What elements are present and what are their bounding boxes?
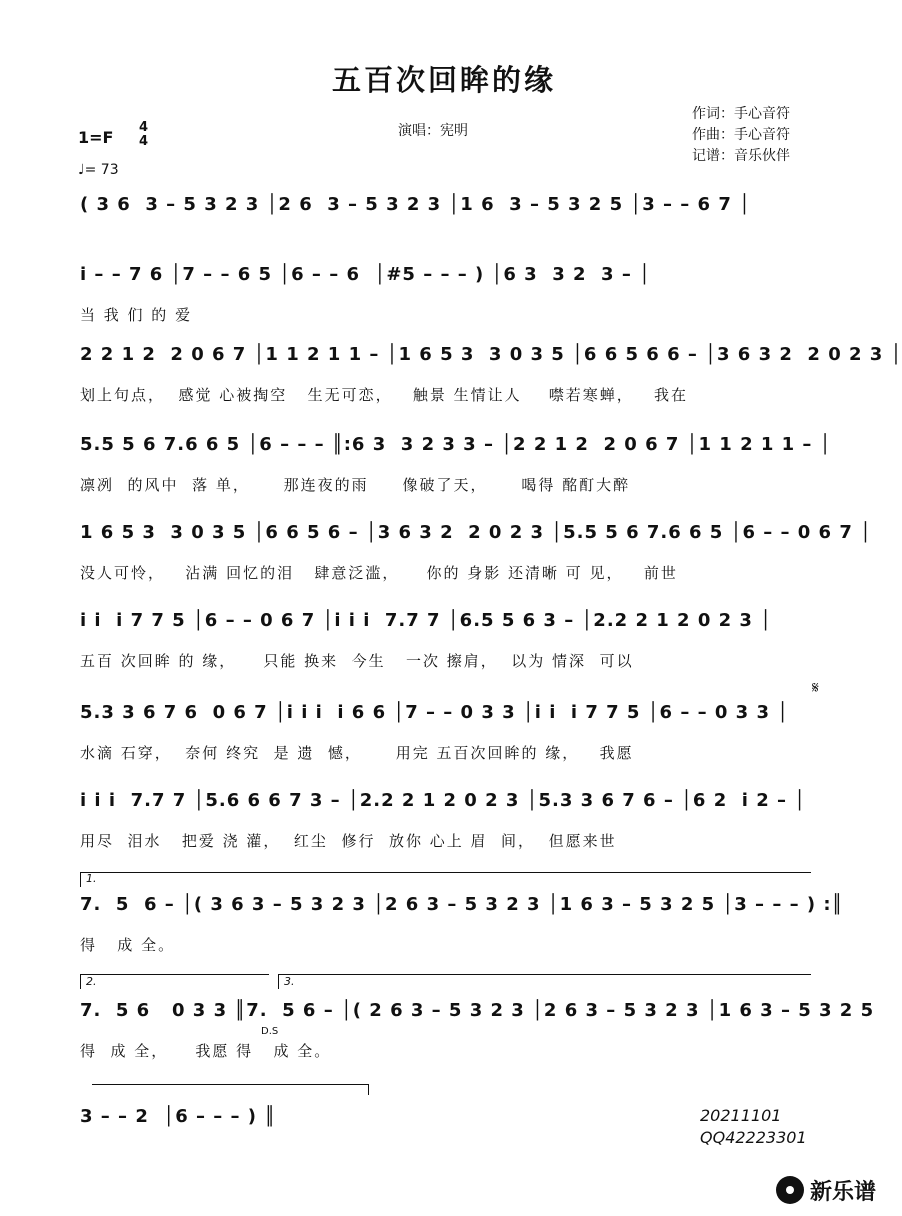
- staff-system-9: [0, 886, 888, 986]
- notation-line-1: ( 3 6 3 – 5 3 2 3 │2 6 3 – 5 3 2 3 │1 6 3 – 5 3 2 5 │3 – – 6 7 │: [80, 194, 751, 215]
- tempo-value: = 73: [84, 162, 119, 178]
- lyric-line-9: 得 成 全。: [80, 936, 176, 954]
- notation-line-11: 3 – – 2 │6 – – – ) ║: [80, 1106, 277, 1127]
- notation-line-2: i – – 7 6 │7 – – 6 5 │6 – – 6 │#5 – – – ) │6 3 3 2 3 – │: [80, 264, 651, 285]
- lyric-line-4: 凛冽 的风中 落 单， 那连夜的雨 像破了天， 喝得 酩酊大醉: [80, 476, 631, 494]
- key-signature: 1=F: [78, 128, 114, 147]
- lyric-line-10: 得 成 全， 我愿 得 成 全。: [80, 1042, 332, 1060]
- quarter-note-icon: ♩: [78, 162, 85, 178]
- time-signature-bottom: 4: [139, 134, 149, 149]
- volta-label-3: 3.: [284, 975, 295, 988]
- brand-name: 新乐谱: [809, 1179, 876, 1205]
- notation-line-3: 2 2 1 2 2 0 6 7 │1 1 2 1 1 – │1 6 5 3 3 0 3 5 │6 6 5 6 6 – │3 6 3 2 2 0 2 3 │: [80, 344, 902, 365]
- staff-system-5: [0, 514, 888, 614]
- staff-system-7: [0, 694, 888, 794]
- record-disc-icon: [776, 1176, 804, 1204]
- volta-bracket-2: [80, 974, 269, 989]
- lyricist-credit: 作词：手心音符: [692, 106, 790, 122]
- staff-system-8: [0, 782, 888, 882]
- lyric-line-2: 当 我 们 的 爱: [80, 306, 193, 324]
- volta-label-2: 2.: [86, 975, 97, 988]
- notation-line-4: 5.5 5 6 7.6 6 5 │6 – – – ║:6 3 3 2 3 3 – │2 2 1 2 2 0 6 7 │1 1 2 1 1 – │: [80, 434, 832, 455]
- ds-marking: D.S: [261, 1026, 279, 1037]
- notation-line-6: i i i 7 7 5 │6 – – 0 6 7 │i i i 7.7 7 │6.5 5 6 3 – │2.2 2 1 2 0 2 3 │: [80, 610, 773, 631]
- lyric-line-6: 五百 次回眸 的 缘， 只能 换来 今生 一次 擦肩， 以为 情深 可以: [80, 652, 634, 670]
- volta-label-1: 1.: [86, 872, 97, 885]
- staff-system-6: [0, 602, 888, 702]
- ending-bracket: [92, 1084, 369, 1095]
- qq-number: QQ42223301: [700, 1128, 807, 1147]
- staff-system-3: [0, 336, 902, 436]
- time-signature-top: 4: [139, 120, 149, 135]
- brand-logo: [776, 1172, 876, 1208]
- page-title: 五百次回眸的缘: [331, 63, 556, 97]
- lyric-line-8: 用尽 泪水 把爱 浇 灌， 红尘 修行 放你 心上 眉 间， 但愿来世: [80, 832, 617, 850]
- segno-icon: 𝄋: [812, 678, 819, 697]
- notation-line-5: 1 6 5 3 3 0 3 5 │6 6 5 6 – │3 6 3 2 2 0 2 3 │5.5 5 6 7.6 6 5 │6 – – 0 6 7 │: [80, 522, 872, 543]
- lyric-line-1: [80, 232, 820, 258]
- transcriber-credit: 记谱：音乐伙伴: [692, 148, 790, 164]
- notation-line-8: i i i 7.7 7 │5.6 6 6 7 3 – │2.2 2 1 2 0 2 3 │5.3 3 6 7 6 – │6 2 i 2 – │: [80, 790, 807, 811]
- tempo-marking: [78, 162, 119, 178]
- staff-system-10: [0, 992, 888, 1092]
- notation-line-9: 7. 5 6 – │( 3 6 3 – 5 3 2 3 │2 6 3 – 5 3 2 3 │1 6 3 – 5 3 2 5 │3 – – – ) :║: [80, 894, 844, 915]
- notation-line-10: 7. 5 6 0 3 3 ║7. 5 6 – │( 2 6 3 – 5 3 2 3 │2 6 3 – 5 3 2 3 │1 6 3 – 5 3 2 5: [80, 1000, 875, 1021]
- lyric-line-5: 没人可怜， 沾满 回忆的泪 肆意泛滥， 你的 身影 还清晰 可 见， 前世: [80, 564, 678, 582]
- date-stamp: 20211101: [700, 1106, 782, 1125]
- time-signature: [139, 121, 148, 149]
- staff-system-4: [0, 426, 888, 526]
- volta-bracket-3: [278, 974, 811, 989]
- volta-bracket-1: [80, 872, 811, 887]
- lyric-line-7: 水滴 石穿， 奈何 终究 是 遗 憾， 用完 五百次回眸的 缘， 我愿: [80, 744, 634, 762]
- singer-credit: 演唱：宪明: [398, 123, 468, 139]
- composer-credit: 作曲：手心音符: [692, 127, 790, 143]
- notation-line-7: 5.3 3 6 7 6 0 6 7 │i i i i 6 6 │7 – – 0 3 3 │i i i 7 7 5 │6 – – 0 3 3 │: [80, 702, 790, 723]
- lyric-line-3: 划上句点， 感觉 心被掏空 生无可恋， 触景 生情让人 噤若寒蝉， 我在: [80, 386, 689, 404]
